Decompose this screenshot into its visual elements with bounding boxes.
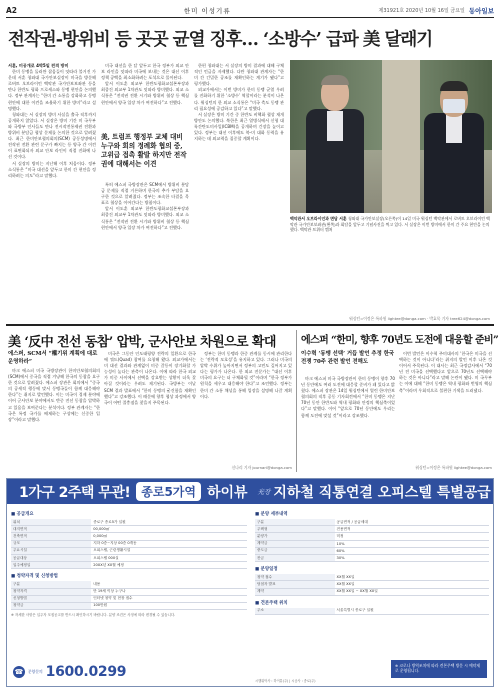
ad-left-panel bbox=[11, 509, 247, 618]
story2-headline: 美 ‘反中 전선 동참’ 압박, 군사안보 차원으로 확대 bbox=[8, 335, 276, 350]
table-row: 분양가 미정 bbox=[255, 533, 489, 540]
table-row: 주소 서울특별시 종로구 일원 bbox=[255, 608, 489, 615]
paper-logo: 동아일보 bbox=[468, 7, 494, 15]
ad-promo-box: ※ 코로나 방역조치에 따라 견본주택 방문 시 예약제로 운영됩니다. bbox=[391, 660, 487, 678]
phone-number[interactable]: 1600.0299 bbox=[45, 664, 127, 680]
issue-date: 제31921호 2020년 10월 16일 금요일 bbox=[378, 8, 465, 14]
phone-label: 분양문의 bbox=[28, 668, 43, 674]
ad-location-table bbox=[255, 608, 489, 615]
section-divider bbox=[6, 324, 494, 326]
table-row: 위치 종로구 종로5가 일원 bbox=[11, 519, 247, 526]
table-row: 대지면적 00,000㎡ bbox=[11, 526, 247, 533]
story2-column-3 bbox=[200, 351, 292, 463]
caption-text: 청와대 국가안보실장(오른쪽)이 14일 미국 워싱턴 백악관에서 로버트 오브라이언 백악관 국가안보보좌관(왼쪽)과 회담을 앞두고 기념사진을 찍고 있다. 서 실장은 이번 방미에서 한미 간 주요 현안을 논의했다. bbox=[290, 216, 490, 233]
story3-column-2 bbox=[399, 351, 492, 463]
table-row: 주요시설 오피스텔, 근린생활시설 bbox=[11, 547, 247, 554]
ad-slogan: 1가구 2주택 무관! bbox=[19, 484, 131, 501]
photo-person-right bbox=[418, 63, 488, 213]
table-row: 신청방법 인터넷 청약 및 현장 접수 bbox=[11, 595, 247, 602]
ad-footer: 시행위탁사 : 하이뷰(주) | 시공사 : 종로(주) bbox=[255, 679, 316, 683]
story2-kicker: 에스퍼, SCM서 “權기위 계획에 대로 운영하라” bbox=[8, 351, 98, 365]
story2-paragraph: 미국은 그동안 인도태평양 전략의 일환으로 한국에 쿼드(Quad) 참여를 요청해 왔다. 외교가에서는 미 대선 결과와 관계없이 미중 갈등이 장기화할 가능성이 높다는 관측이 나온다. 이에 따라 한국 외교가 미중 사이에서 선택을 강요받는 상황이 더욱 잦아질 것이라는 우려도 제기된다. 국방부는 이날 SCM 결과 발표에서 “한미 동맹의 굳건함을 재확인했다”고 강조했다. 이 때문에 향후 협상 과정에서 양국이 어떤 절충점을 찾을지 주목된다. bbox=[104, 351, 196, 405]
story2-paragraph: 정부는 한미 동맹과 한중 관계를 동시에 관리한다는 ‘전략적 모호성’을 유지하고 있다. 그러나 미국의 압박 수위가 높아지면서 정부의 고민도 깊어지고 있다는 평가가 나온다. 한 외교 전문가는 “대선 이후 미국의 요구는 더 구체화될 것”이라며 “한국 정부가 원칙을 세우고 대응해야 한다”고 조언했다. 정부는 한미 간 소통 채널을 통해 입장을 설명해 나갈 계획이다. bbox=[200, 351, 292, 399]
real-estate-ad[interactable] bbox=[6, 478, 494, 687]
table-row: 주택형 전용면적 bbox=[255, 526, 489, 533]
ad-price-table bbox=[255, 519, 489, 562]
story1-subhead: 美, 트럼프 행정부 교체 대비 누구와 회의 정례화 협의 중, 고위급 접촉 활발 하지만 전작권에 대해서는 이견 bbox=[101, 133, 187, 168]
story1-byline: 워싱턴=이정은 특파원 lightee@donga.com · 박효목 기자 tree624@donga.com bbox=[349, 316, 490, 321]
caption-credit: 백악관 트위터 캡처 bbox=[300, 227, 333, 233]
ad-section-title: ■ 공급개요 bbox=[11, 512, 34, 517]
ad-overview-table bbox=[11, 519, 247, 569]
column-divider bbox=[296, 330, 297, 472]
story1-paragraph: 서 실장의 방미는 지난해 이후 처음이다. 정부 소식통은 “미국 대선을 앞두고 한미 간 현안을 정리하려는 의도”라고 말했다. bbox=[8, 160, 96, 178]
ad-section-title: ■ 견본주택 위치 bbox=[255, 600, 288, 606]
story3-paragraph: 이번 발언은 이수혁 주미대사의 ‘한국은 미국을 선택하는 것이 아니다’라는 취지의 발언 이후 나온 것이어서 주목된다. 이 대사는 최근 국정감사에서 “70년 전 미국을 선택했다고 앞으로 70년도 선택해야 하는 것은 아니다”라고 말해 논란이 됐다. 미 국무부는 이에 대해 “한미 동맹은 역내 평화와 번영의 핵심축”이라며 우회적으로 불편한 기색을 드러냈다. bbox=[399, 351, 492, 393]
story1-column-2-bottom bbox=[101, 182, 189, 313]
ad-schedule-table bbox=[255, 574, 489, 596]
story3-kicker: 이수혁 ‘동맹 선택’ 거듭 발언 추정 한국전쟁 70주 관련 발언 전해도 bbox=[301, 351, 395, 365]
photo-caption bbox=[290, 216, 492, 233]
story1-paragraph: 미국 대선을 한 달 앞두고 한국 정부가 외교 안보 라인을 잇따라 미국에 보내는 것은 대선 이후 정책 공백을 최소화하려는 포석으로 풀이된다. bbox=[101, 63, 189, 81]
story1-paragraph: 특히 에스퍼 국방장관은 SCM에서 방위비 분담금 문제를 직접 거론하며 한국의 추가 부담을 요구한 것으로 알려졌다. 정부는 조속한 타결을 목표로 협상을 이어간다는 방침이다. bbox=[101, 182, 189, 206]
table-row: 계약금 10% bbox=[255, 540, 489, 547]
table-row: 중도금 60% bbox=[255, 547, 489, 554]
ad-note: ※ 자세한 사항은 입주자 모집공고를 반드시 확인하시기 바랍니다. 분양 조건은 사정에 따라 변경될 수 있습니다. bbox=[11, 613, 176, 618]
story1-paragraph: 한편 청와대는 서 실장의 방미 결과에 대해 구체적인 언급을 자제했다. 다만 청와대 관계자는 “한미 간 긴밀한 공조를 재확인하는 계기가 됐다”고 평가했다. bbox=[194, 63, 284, 87]
ad-section-title: ■ 분양일정 bbox=[255, 567, 278, 573]
table-row: 잔금 30% bbox=[255, 554, 489, 561]
ad-right-panel bbox=[255, 509, 489, 615]
table-row: 입주예정일 20XX년 XX월 예정 bbox=[11, 562, 247, 569]
ad-phone[interactable] bbox=[13, 664, 126, 680]
photo-building bbox=[382, 60, 420, 213]
page-number: A2 bbox=[6, 6, 18, 15]
ad-section-title: ■ 분양 세부내역 bbox=[255, 512, 288, 517]
story1-paragraph: 앞서 이도훈 외교부 한반도평화교섭본부장과 최종건 외교부 1차관도 잇따라 방미했다. 외교 소식통은 “전작권 전환 시기와 방위비 협상 등 핵심 현안에서 양국 입장 차가 여전하다”고 전했다. bbox=[101, 206, 189, 230]
story1-paragraph: 한미 동맹을 둘러싼 잡음들이 잇따라 불거진 가운데 서훈 청와대 국가안보실장이 미국을 방문해 로버트 오브라이언 백악관 국가안보보좌관 등을 만나 한반도 평화 프로세스와 동맹 현안을 논의했다. 정부 관계자는 “한미 간 소통을 강화하고 동맹 현안에 대한 이견을 조율하기 위한 방미”라고 설명했다. bbox=[8, 69, 96, 111]
story1-column-1 bbox=[8, 63, 96, 313]
table-row: 청약 접수 XX월 XX일 bbox=[255, 574, 489, 581]
table-row: 청약자격 만 19세 이상 누구나 bbox=[11, 588, 247, 595]
story2-byline: 신나리 기자 journari@donga.com bbox=[231, 465, 292, 470]
story1-lead: 서훈, 미공개로 4박5일 전격 방미 bbox=[8, 63, 69, 68]
table-row: 규모 지하 0층~지상 00층 0개동 bbox=[11, 540, 247, 547]
story2-column-2 bbox=[104, 351, 196, 470]
ad-section-title: ■ 청약자격 및 신청방법 bbox=[11, 574, 58, 580]
story1-paragraph: 앞서 이도훈 외교부 한반도평화교섭본부장과 최종건 외교부 1차관도 잇따라 방미했다. 외교 소식통은 “전작권 전환 시기와 방위비 협상 등 핵심 현안에서 양국 입장 차가 여전하다”고 전했다. bbox=[101, 81, 189, 105]
table-row: 건축면적 0,000㎡ bbox=[11, 533, 247, 540]
ad-eligibility-table bbox=[11, 581, 247, 610]
story1-column-2-top bbox=[101, 63, 189, 129]
story2-column-1 bbox=[8, 368, 100, 470]
story1-column-3 bbox=[194, 63, 284, 313]
page-header bbox=[6, 4, 494, 18]
story1-paragraph: 청와대는 서 실장의 방미 사실을 출국 직후까지 공개하지 않았다. 서 실장은 방미 기간 미 국무부와 국방부 인사들도 만나 전시작전통제권 전환과 방위비 분담금 협상 문제를 논의한 것으로 알려졌다. 최근 한미안보협의회의(SCM) 공동성명에서 전작권 전환 관련 문구가 빠지는 등 양국 간 이견이 표면화되자 외교 안보 라인이 직접 진화에 나선 것이다. bbox=[8, 111, 96, 160]
story1-photo bbox=[290, 60, 492, 213]
story1-paragraph: 서 실장은 방미 기간 중 한반도 비핵화 협상 재개 방안도 논의했다. 북한은 최근 열병식에서 신형 대륙간탄도미사일(ICBM)을 공개하며 긴장을 높이고 있다. 정부는 대선 이후에도 북-미 대화 동력을 유지하는 데 외교력을 집중할 계획이다. bbox=[194, 111, 284, 142]
caption-title: 백악관서 오브라이언과 면담 서훈 bbox=[290, 216, 347, 221]
story1-paragraph: 외교가에서는 이번 방미가 한미 동맹 균열 우려를 진화하기 위한 ‘소방수’ 역할이라는 분석이 나온다. 워싱턴의 한 외교 소식통은 “미국 측도 동맹 관리 필요성에 공감하고 있다”고 말했다. bbox=[194, 87, 284, 111]
story3-paragraph: 마크 에스퍼 미국 국방장관이 한미 동맹이 향후 70년 동안에도 여러 도전에 대응할 준비가 돼 있다고 밝혔다. 에스퍼 장관은 14일 워싱턴에서 열린 한미안보협의회의 직후 공동 기자회견에서 “한미 동맹은 지난 70년 동안 한반도와 역내 평화와 안정의 핵심축이었다”고 말했다. 이어 “앞으로 70년 동안에도 우리는 함께 도전에 맞설 것”이라고 강조했다. bbox=[301, 376, 395, 418]
section-title: 한미 이성기류 bbox=[183, 7, 231, 15]
story2-paragraph: 마크 에스퍼 미국 국방장관이 한미안보협의회의(SCM)에서 중국을 직접 겨냥해 한국의 동참을 요구한 것으로 알려졌다. 에스퍼 장관은 회의에서 “중국의 공세적 행동에 맞서 동맹국들이 함께 대응해야 한다”는 취지로 발언했다. 이는 미국이 경제 분야에 이어 군사안보 분야에서도 반중 전선 동참을 압박하고 있음을 보여준다는 분석이다. 정부 관계자는 “한국은 특정 국가를 배제하는 구상에는 신중한 입장”이라고 말했다. bbox=[8, 368, 100, 422]
ad-station: 종로5가역 bbox=[136, 482, 201, 501]
photo-person-left bbox=[300, 63, 370, 213]
story3-column-1 bbox=[301, 376, 395, 470]
story1-headline: 전작권-방위비 등 곳곳 균열 징후… ‘소방수’ 급파 美 달래기 bbox=[8, 30, 433, 50]
ad-banner bbox=[7, 479, 493, 504]
story3-byline: 워싱턴=이정은 특파원 lightee@donga.com bbox=[415, 465, 492, 470]
ad-title: 지하철 직통연결 오피스텔 특별공급 bbox=[273, 484, 491, 501]
table-row: 구분 공급면적 / 공급세대 bbox=[255, 519, 489, 526]
table-row: 당첨자 발표 XX월 XX일 bbox=[255, 581, 489, 588]
table-row: 계약 XX월 XX일 ~ XX월 XX일 bbox=[255, 588, 489, 595]
story3-headline: 에스퍼 “한미, 향후 70년도 도전에 대응할 준비” bbox=[301, 335, 499, 346]
ad-brand: 하이뷰 bbox=[206, 484, 248, 501]
phone-icon: ☎ bbox=[14, 668, 24, 676]
table-row: 청약금 100만원 bbox=[11, 602, 247, 609]
ad-body bbox=[7, 504, 493, 686]
table-row: 구분 내용 bbox=[11, 581, 247, 588]
ad-brand-sub: 光장 bbox=[257, 488, 271, 496]
table-row: 공급대상 오피스텔 000실 bbox=[11, 554, 247, 561]
